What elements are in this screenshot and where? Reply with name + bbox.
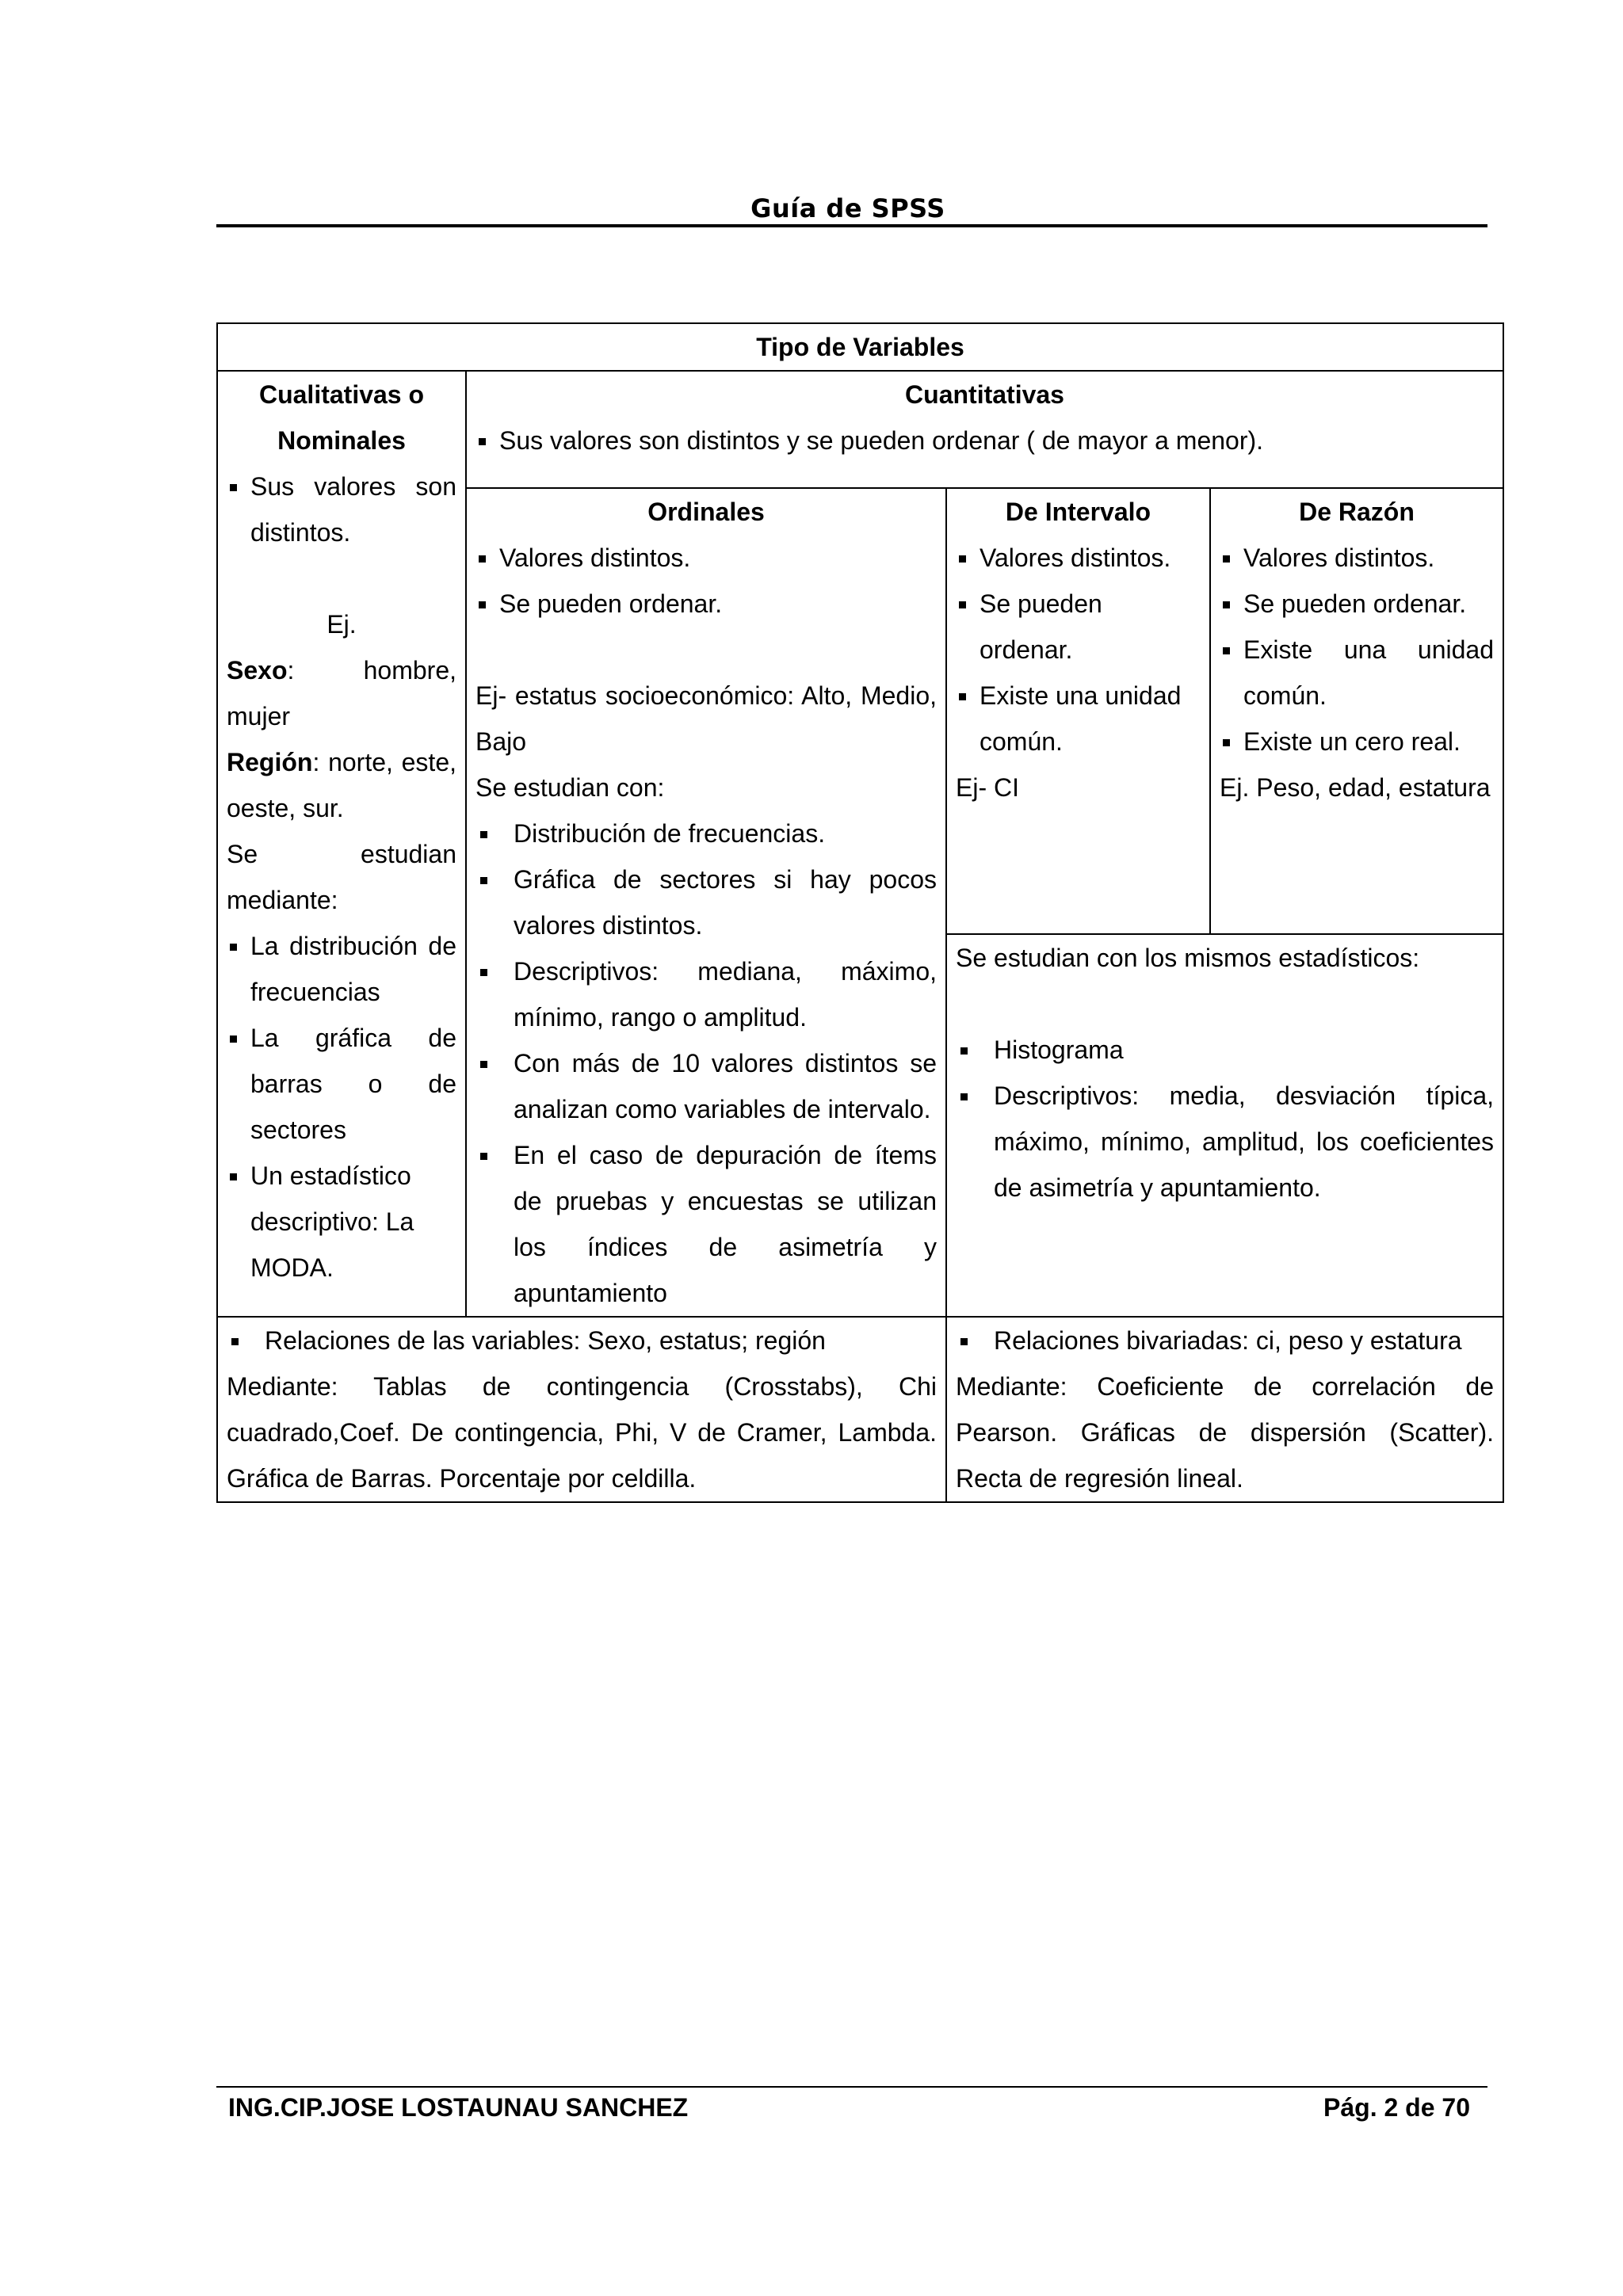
sexo-label: Sexo	[227, 656, 288, 685]
list-item: La gráfica de barras o de sectores	[227, 1015, 456, 1153]
list-item: Existe una unidad común.	[956, 673, 1201, 765]
ordinales-bullets-top	[475, 535, 937, 627]
list-item: Se pueden ordenar.	[475, 581, 937, 627]
cualitativas-example-label: Ej.	[327, 610, 357, 639]
relations-row	[217, 1317, 1503, 1502]
list-item: Gráfica de sectores si hay pocos valores distintos.	[475, 856, 937, 948]
list-item: Valores distintos.	[475, 535, 937, 581]
footer-rule	[216, 2086, 1487, 2088]
cualitativas-cell	[217, 371, 466, 1317]
sexo-example	[227, 647, 456, 739]
table-title: Tipo de Variables	[217, 323, 1503, 371]
page-header-title: Guía de SPSS	[750, 193, 945, 223]
relations-left-text: Mediante: Tablas de contingencia (Crosstabs), Chi cuadrado,Coef. De contingencia, Phi, V de Cramer, Lambda. Gráfica de Barras. Porcentaje por celdilla.	[227, 1372, 937, 1493]
list-item: Con más de 10 valores distintos se analizan como variables de intervalo.	[475, 1040, 937, 1132]
list-item: Descriptivos: mediana, máximo, mínimo, rango o amplitud.	[475, 948, 937, 1040]
spacer	[475, 463, 1494, 487]
cualitativas-bullets-top	[227, 463, 456, 555]
list-item: Valores distintos.	[956, 535, 1201, 581]
list-item: Valores distintos.	[1220, 535, 1494, 581]
spacer	[956, 981, 1494, 1027]
intervalo-bullets	[956, 535, 1201, 765]
relations-right-cell	[946, 1317, 1503, 1502]
footer-author: ING.CIP.JOSE LOSTAUNAU SANCHEZ	[228, 2093, 689, 2122]
list-item: Existe un cero real.	[1220, 719, 1494, 765]
cuantitativas-heading: Cuantitativas	[905, 380, 1064, 409]
list-item: Histograma	[956, 1027, 1494, 1073]
list-item: Sus valores son distintos y se pueden ordenar ( de mayor a menor).	[475, 418, 1494, 463]
ordinales-example: Ej- estatus socioeconómico: Alto, Medio, Bajo	[475, 681, 937, 756]
razon-example: Ej. Peso, edad, estatura	[1220, 773, 1491, 802]
razon-bullets	[1220, 535, 1494, 765]
ordinales-cell	[466, 488, 946, 1317]
footer-page-number: Pág. 2 de 70	[1323, 2093, 1470, 2122]
ordinales-heading: Ordinales	[647, 498, 765, 526]
header-rule	[216, 224, 1487, 227]
list-item: La distribución de frecuencias	[227, 923, 456, 1015]
list-item: Descriptivos: media, desviación típica, máximo, mínimo, amplitud, los coeficientes de asimetría y apuntamiento.	[956, 1073, 1494, 1211]
cuantitativas-row	[217, 371, 1503, 488]
table-title-row	[217, 323, 1503, 371]
intervalo-example: Ej- CI	[956, 773, 1019, 802]
ordinales-bullets	[475, 810, 937, 1316]
razon-cell	[1210, 488, 1503, 934]
nominales-heading: Nominales	[277, 426, 406, 455]
cualitativas-heading: Cualitativas o	[258, 380, 425, 409]
list-item: Sus valores son distintos.	[227, 463, 456, 555]
list-item: Se pueden ordenar.	[956, 581, 1201, 673]
list-item: Se pueden ordenar.	[1220, 581, 1494, 627]
list-item: Distribución de frecuencias.	[475, 810, 937, 856]
list-item: Existe una unidad común.	[1220, 627, 1494, 719]
region-value: : norte, este, oeste, sur.	[227, 748, 456, 822]
ordinales-studied: Se estudian con:	[475, 773, 665, 802]
intervalo-cell	[946, 488, 1210, 934]
razon-heading: De Razón	[1299, 498, 1415, 526]
spacer	[227, 555, 456, 601]
list-item: Un estadístico descriptivo: La MODA.	[227, 1153, 456, 1291]
intervalo-heading: De Intervalo	[1005, 498, 1151, 526]
cuantitativas-cell	[466, 371, 1503, 488]
cualitativas-bullets	[227, 923, 456, 1291]
cualitativas-studied: Se estudian mediante:	[227, 840, 456, 914]
relations-right-text: Mediante: Coeficiente de correlación de Pearson. Gráficas de dispersión (Scatter). Recta de regresión lineal.	[956, 1372, 1494, 1493]
sexo-value: : hombre, mujer	[227, 656, 456, 730]
relations-left-bullet: Relaciones de las variables: Sexo, estatus; región	[227, 1318, 937, 1363]
cuantitativas-bullets	[475, 418, 1494, 463]
relations-right-bullet: Relaciones bivariadas: ci, peso y estatura	[956, 1318, 1494, 1363]
list-item: En el caso de depuración de ítems de pruebas y encuestas se utilizan los índices de asimetría y apuntamiento	[475, 1132, 937, 1316]
region-example	[227, 739, 456, 831]
shared-stats-bullets	[956, 1027, 1494, 1211]
region-label: Región	[227, 748, 313, 776]
shared-stats-intro: Se estudian con los mismos estadísticos:	[956, 944, 1420, 973]
variable-types-table	[216, 322, 1504, 1503]
relations-left-cell	[217, 1317, 946, 1502]
spacer	[475, 627, 937, 673]
shared-stats-cell	[946, 934, 1503, 1317]
